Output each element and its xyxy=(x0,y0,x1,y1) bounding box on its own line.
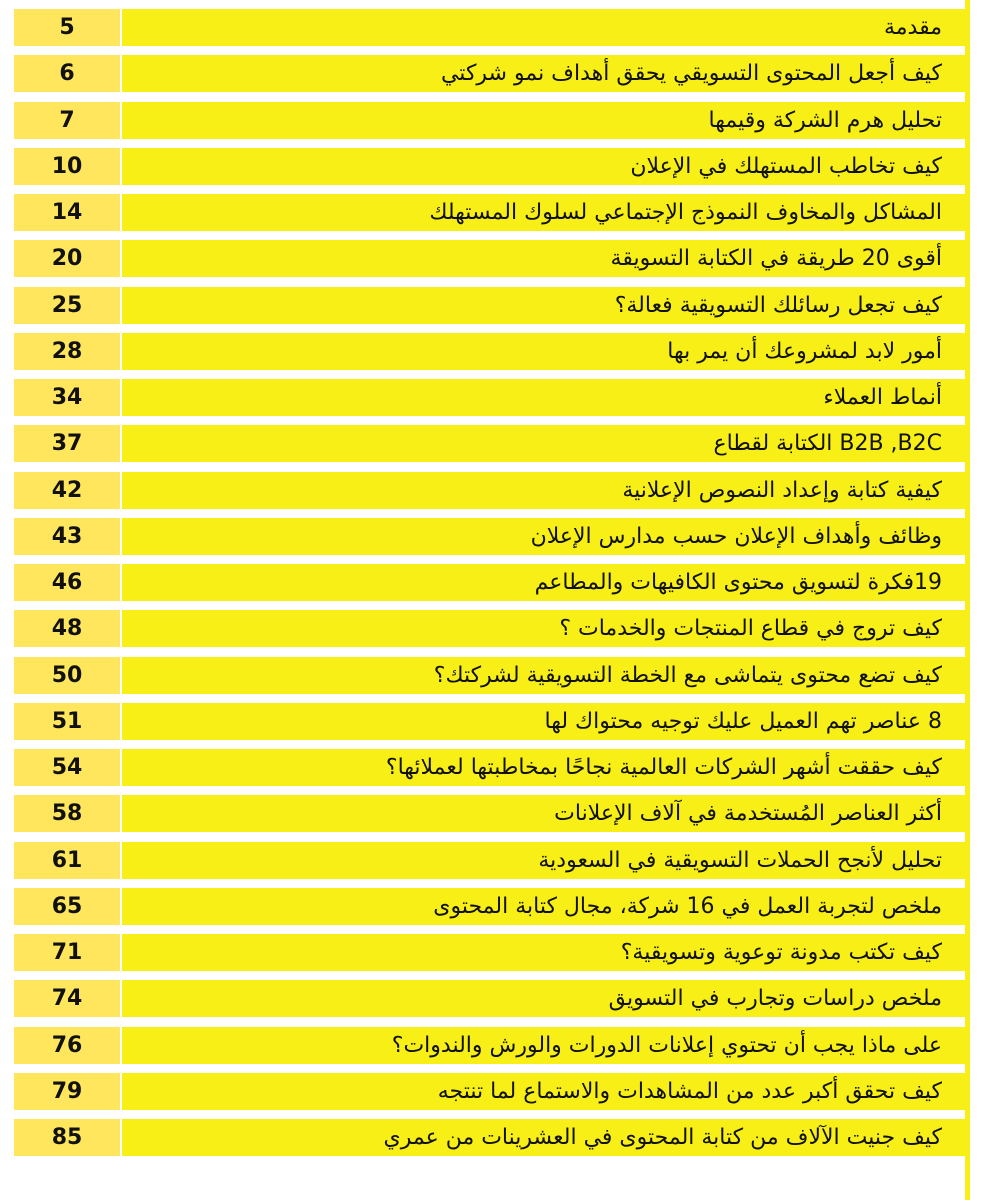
toc-row[interactable] xyxy=(14,472,968,509)
toc-page-number: 61 xyxy=(14,842,120,879)
toc-row[interactable] xyxy=(14,194,968,231)
toc-row[interactable] xyxy=(14,1027,968,1064)
toc-row[interactable] xyxy=(14,333,968,370)
toc-title: أقوى 20 طريقة في الكتابة التسويقة xyxy=(122,240,968,277)
toc-title: أمور لابد لمشروعك أن يمر بها xyxy=(122,333,968,370)
toc-page-number: 51 xyxy=(14,703,120,740)
toc-page-number: 76 xyxy=(14,1027,120,1064)
toc-row[interactable] xyxy=(14,749,968,786)
toc-row[interactable] xyxy=(14,934,968,971)
toc-page-number: 43 xyxy=(14,518,120,555)
toc-page-number: 14 xyxy=(14,194,120,231)
toc-row[interactable] xyxy=(14,240,968,277)
toc-title: تحليل هرم الشركة وقيمها xyxy=(122,102,968,139)
toc-row[interactable] xyxy=(14,425,968,462)
toc-title: B2B ,B2C الكتابة لقطاع xyxy=(122,425,968,462)
toc-title: كيف جنيت الآلاف من كتابة المحتوى في العشرينات من عمري xyxy=(122,1119,968,1156)
toc-title: كيف تكتب مدونة توعوية وتسويقية؟ xyxy=(122,934,968,971)
toc-page-number: 65 xyxy=(14,888,120,925)
toc-title: على ماذا يجب أن تحتوي إعلانات الدورات والورش والندوات؟ xyxy=(122,1027,968,1064)
toc-row[interactable] xyxy=(14,1119,968,1156)
toc-title: تحليل لأنجح الحملات التسويقية في السعودية xyxy=(122,842,968,879)
toc-title: كيف تروج في قطاع المنتجات والخدمات ؟ xyxy=(122,610,968,647)
toc-title: كيف أجعل المحتوى التسويقي يحقق أهداف نمو شركتي xyxy=(122,55,968,92)
toc-page-number: 74 xyxy=(14,980,120,1017)
toc-page-number: 48 xyxy=(14,610,120,647)
toc-page-number: 20 xyxy=(14,240,120,277)
toc-row[interactable] xyxy=(14,564,968,601)
table-of-contents xyxy=(14,9,968,1165)
toc-title: 19فكرة لتسويق محتوى الكافيهات والمطاعم xyxy=(122,564,968,601)
toc-row[interactable] xyxy=(14,102,968,139)
toc-row[interactable] xyxy=(14,657,968,694)
toc-title: كيف تضع محتوى يتماشى مع الخطة التسويقية لشركتك؟ xyxy=(122,657,968,694)
toc-title: وظائف وأهداف الإعلان حسب مدارس الإعلان xyxy=(122,518,968,555)
toc-row[interactable] xyxy=(14,888,968,925)
toc-title: 8 عناصر تهم العميل عليك توجيه محتواك لها xyxy=(122,703,968,740)
toc-title: كيف حققت أشهر الشركات العالمية نجاحًا بمخاطبتها لعملائها؟ xyxy=(122,749,968,786)
toc-title: أنماط العملاء xyxy=(122,379,968,416)
toc-page-number: 34 xyxy=(14,379,120,416)
toc-title: ملخص لتجربة العمل في 16 شركة، مجال كتابة المحتوى xyxy=(122,888,968,925)
toc-page-number: 10 xyxy=(14,148,120,185)
toc-row[interactable] xyxy=(14,703,968,740)
toc-row[interactable] xyxy=(14,55,968,92)
toc-title: كيفية كتابة وإعداد النصوص الإعلانية xyxy=(122,472,968,509)
toc-row[interactable] xyxy=(14,379,968,416)
toc-row[interactable] xyxy=(14,795,968,832)
toc-page-number: 46 xyxy=(14,564,120,601)
toc-title: أكثر العناصر المُستخدمة في آلاف الإعلانات xyxy=(122,795,968,832)
toc-page-number: 37 xyxy=(14,425,120,462)
toc-page-number: 28 xyxy=(14,333,120,370)
toc-page-number: 50 xyxy=(14,657,120,694)
toc-row[interactable] xyxy=(14,1073,968,1110)
toc-page-number: 6 xyxy=(14,55,120,92)
toc-page-number: 7 xyxy=(14,102,120,139)
toc-page-number: 58 xyxy=(14,795,120,832)
toc-page-number: 79 xyxy=(14,1073,120,1110)
toc-row[interactable] xyxy=(14,148,968,185)
toc-title: ملخص دراسات وتجارب في التسويق xyxy=(122,980,968,1017)
toc-row[interactable] xyxy=(14,842,968,879)
toc-row[interactable] xyxy=(14,9,968,46)
toc-row[interactable] xyxy=(14,980,968,1017)
toc-title: كيف تجعل رسائلك التسويقية فعالة؟ xyxy=(122,287,968,324)
toc-page-number: 54 xyxy=(14,749,120,786)
toc-title: المشاكل والمخاوف النموذج الإجتماعي لسلوك المستهلك xyxy=(122,194,968,231)
toc-row[interactable] xyxy=(14,610,968,647)
toc-row[interactable] xyxy=(14,287,968,324)
toc-title: كيف تخاطب المستهلك في الإعلان xyxy=(122,148,968,185)
toc-page-number: 85 xyxy=(14,1119,120,1156)
toc-title: مقدمة xyxy=(122,9,968,46)
toc-page-number: 42 xyxy=(14,472,120,509)
toc-page-number: 5 xyxy=(14,9,120,46)
toc-row[interactable] xyxy=(14,518,968,555)
toc-page-number: 25 xyxy=(14,287,120,324)
toc-page-number: 71 xyxy=(14,934,120,971)
toc-title: كيف تحقق أكبر عدد من المشاهدات والاستماع لما تنتجه xyxy=(122,1073,968,1110)
